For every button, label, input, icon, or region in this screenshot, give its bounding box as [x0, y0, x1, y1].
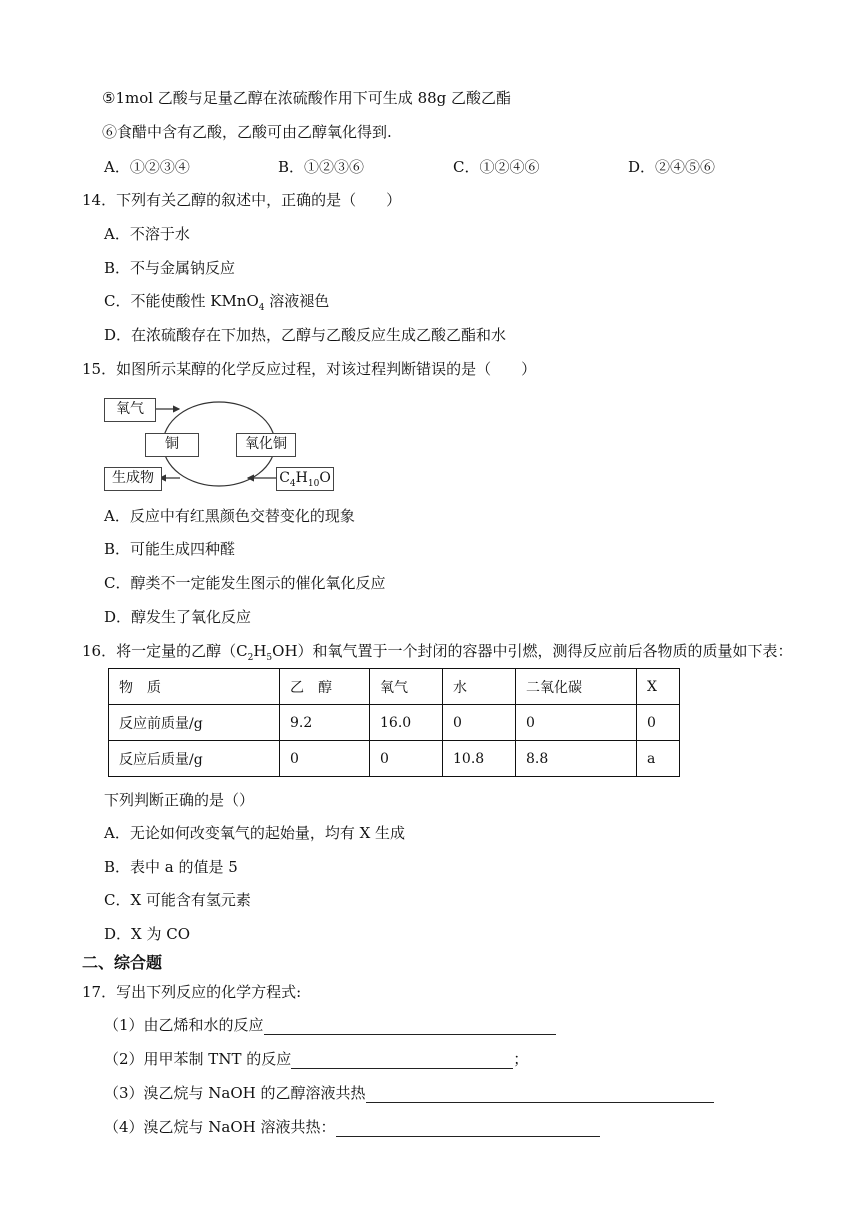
answer-blank[interactable] — [366, 1086, 714, 1103]
q17-part-4: （4）溴乙烷与 NaOH 溶液共热： — [104, 1117, 600, 1137]
answer-blank[interactable] — [264, 1018, 556, 1035]
q13-option-d: D．②④⑤⑥ — [628, 158, 716, 176]
copper-oxide-box: 氧化铜 — [236, 433, 296, 457]
answer-blank[interactable] — [336, 1120, 600, 1137]
q13-option-b: B．①②③⑥ — [278, 158, 365, 176]
q16-option-a: A．无论如何改变氧气的起始量，均有 X 生成 — [104, 824, 406, 842]
q13-item-5: ⑤1mol 乙酸与足量乙醇在浓硫酸作用下可生成 88g 乙酸乙酯 — [102, 89, 512, 107]
reaction-cycle-diagram — [100, 394, 331, 494]
q14-option-c: C．不能使酸性 KMnO$_4$ 溶液褪色 — [104, 292, 330, 313]
q15-option-b: B．可能生成四种醛 — [104, 540, 236, 558]
q17-stem: 17．写出下列反应的化学方程式: — [82, 983, 302, 1001]
copper-box: 铜 — [145, 433, 199, 457]
q15-stem: 15．如图所示某醇的化学反应过程，对该过程判断错误的是（ ） — [82, 360, 537, 378]
q14-option-b: B．不与金属钠反应 — [104, 259, 236, 277]
q16-stem: 16．将一定量的乙醇$(C_2H_5OH)$和氧气置于一个封闭的容器中引燃，测得反应前后各物质的质量如下表： — [82, 642, 793, 663]
table-cell: a — [637, 741, 680, 777]
oxygen-box: 氧气 — [104, 398, 156, 422]
table-cell: 反应后质量/g — [109, 741, 280, 777]
alcohol-formula-box: $C_4H_{10}O$ — [276, 467, 334, 491]
table-cell: 16.0 — [370, 705, 443, 741]
table-cell: 0 — [637, 705, 680, 741]
q14-option-d: D．在浓硫酸存在下加热，乙醇与乙酸反应生成乙酸乙酯和水 — [104, 326, 507, 344]
table-header-row — [109, 669, 680, 705]
section-title: 二、综合题 — [82, 953, 163, 972]
table-header-cell: 物 质 — [109, 669, 280, 705]
table-cell: 0 — [443, 705, 516, 741]
q15-option-d: D．醇发生了氧化反应 — [104, 608, 252, 626]
q16-option-b: B．表中 a 的值是 5 — [104, 858, 238, 876]
table-header-cell: 氧气 — [370, 669, 443, 705]
table-cell: 8.8 — [516, 741, 637, 777]
q16-option-c: C．X 可能含有氢元素 — [104, 891, 251, 909]
table-header-cell: 乙 醇 — [280, 669, 370, 705]
product-box: 生成物 — [104, 467, 162, 491]
table-header-cell: 二氧化碳 — [516, 669, 637, 705]
table-cell: 0 — [516, 705, 637, 741]
table-cell: 0 — [280, 741, 370, 777]
table-header-cell: X — [637, 669, 680, 705]
q13-option-a: A．①②③④ — [104, 158, 190, 176]
q14-stem: 14．下列有关乙醇的叙述中，正确的是（ ） — [82, 191, 402, 209]
q17-part-3: （3）溴乙烷与 NaOH 的乙醇溶液共热 — [104, 1083, 714, 1103]
table-row — [109, 705, 680, 741]
q17-part-1: （1）由乙烯和水的反应 — [104, 1015, 556, 1035]
q17-part-2: （2）用甲苯制 TNT 的反应 ； — [104, 1050, 529, 1068]
q14-option-a: A．不溶于水 — [104, 225, 190, 243]
answer-blank[interactable] — [291, 1052, 513, 1069]
table-cell: 9.2 — [280, 705, 370, 741]
table-cell: 0 — [370, 741, 443, 777]
table-cell: 反应前质量/g — [109, 705, 280, 741]
table-header-cell: 水 — [443, 669, 516, 705]
q16-option-d: D．X 为 CO — [104, 925, 191, 943]
table-row — [109, 741, 680, 777]
q16-prompt: 下列判断正确的是（） — [104, 791, 255, 809]
q13-option-c: C．①②④⑥ — [453, 158, 540, 176]
q13-item-6: ⑥食醋中含有乙酸，乙酸可由乙醇氧化得到. — [102, 123, 392, 141]
q15-option-c: C．醇类不一定能发生图示的催化氧化反应 — [104, 574, 386, 592]
table-cell: 10.8 — [443, 741, 516, 777]
q15-option-a: A．反应中有红黑颜色交替变化的现象 — [104, 507, 355, 525]
mass-table — [108, 668, 680, 777]
